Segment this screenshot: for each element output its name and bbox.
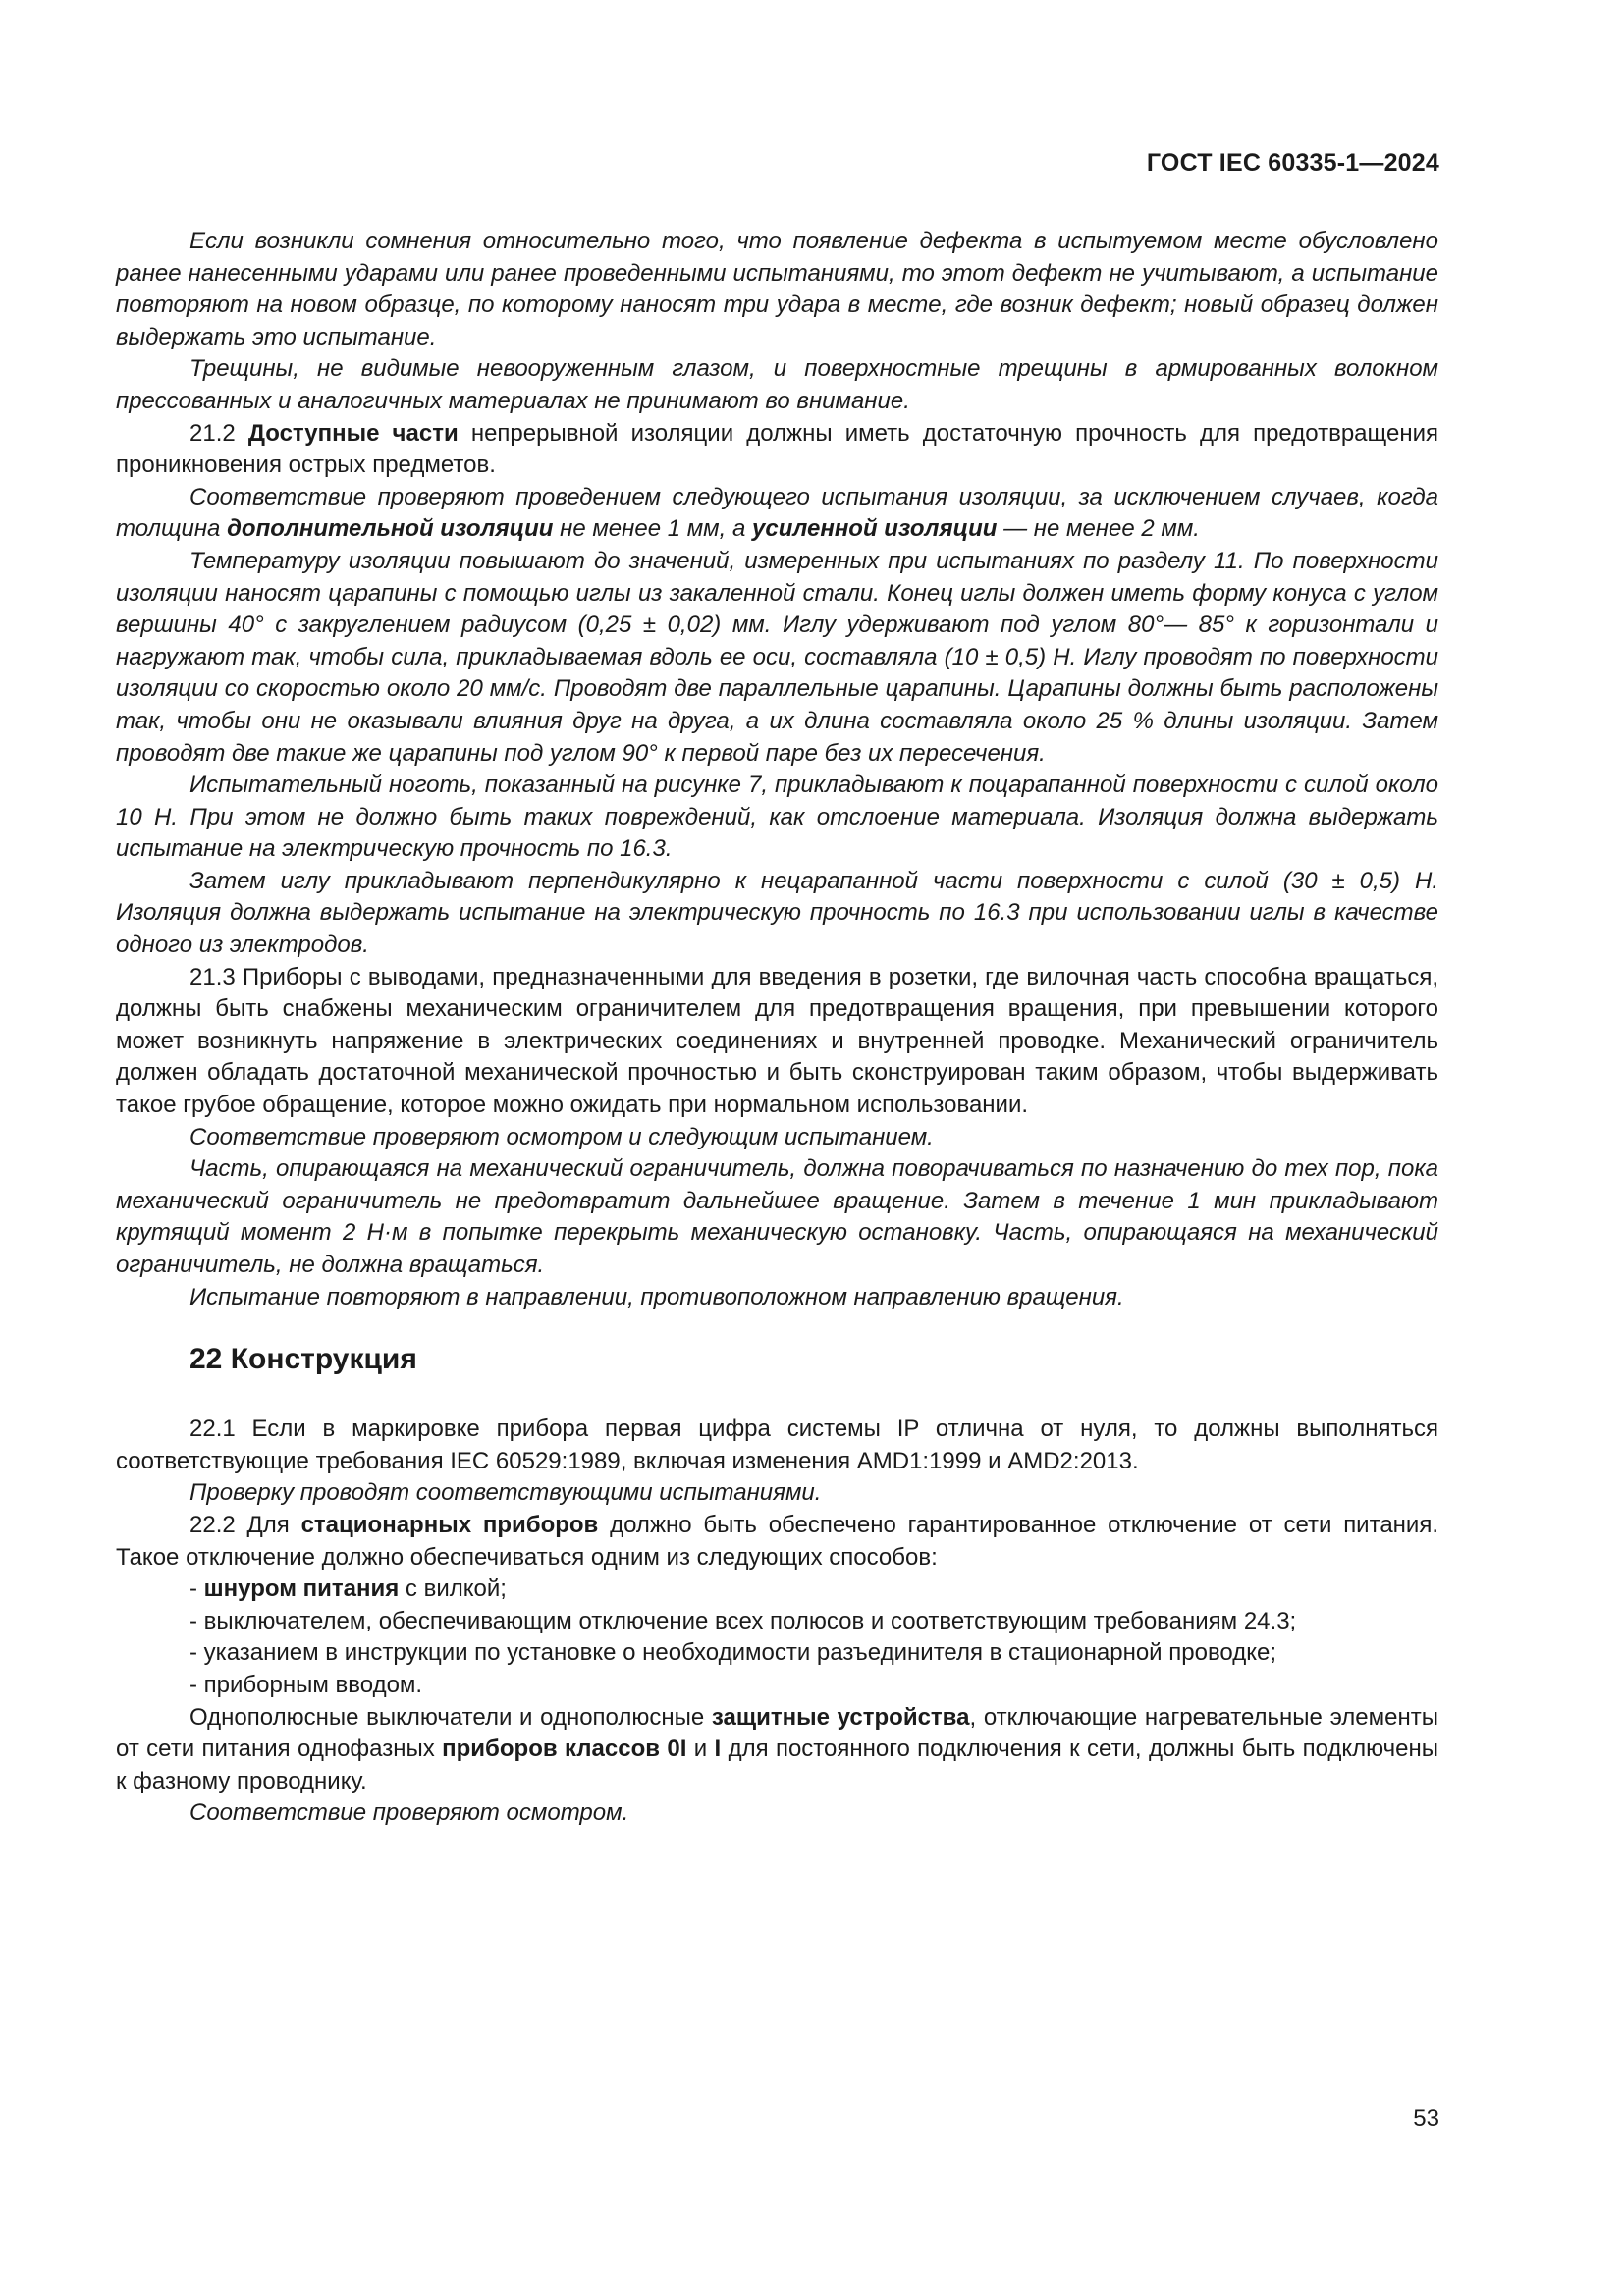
paragraph: Затем иглу прикладывают перпендикулярно к нецарапанной части поверхности с силой (30 ± 0,5) Н. Изоляция должна выдержать испытание на электрическую прочность по 16.3 при использовании иглы в качестве одного из электродов. bbox=[116, 867, 1438, 959]
list-item: - указанием в инструкции по установке о необходимости разъединителя в стационарной проводке; bbox=[189, 1639, 1277, 1667]
term-supplementary-insulation: дополнительной изоляции bbox=[227, 515, 554, 543]
term-reinforced-insulation: усиленной изоляции bbox=[752, 515, 998, 543]
text-run: — не менее 2 мм. bbox=[997, 515, 1200, 543]
clause-22-2 bbox=[116, 1510, 1438, 1574]
clause-21-2 bbox=[116, 418, 1438, 482]
text-run: и bbox=[686, 1735, 715, 1763]
clause-21-3: 21.3 Приборы с выводами, предназначенными для введения в розетки, где вилочная часть способна вращаться, должны быть снабжены механическим ограничителем для предотвращения вращения, при превышении которого может возникнуть напряжение в электрических соединениях и внутренней проводке. Механический ограничитель должен обладать достаточной механической прочностью и быть сконструирован таким образом, чтобы выдерживать такое грубое обращение, которое можно ожидать при нормальном использовании. bbox=[116, 963, 1438, 1119]
paragraph bbox=[116, 1702, 1438, 1798]
text-run: 22.2 Для bbox=[189, 1511, 301, 1538]
term-stationary-appliances: стационарных приборов bbox=[300, 1511, 599, 1538]
paragraph: Испытание повторяют в направлении, противоположном направлению вращения. bbox=[189, 1283, 1124, 1310]
text-run: должно быть обеспечено гарантированное отключение от сети питания. Такое отключение должно обеспечиваться одним из следующих способов: bbox=[116, 1511, 1438, 1571]
text-run: , отключающие нагревательные элементы от сети питания однофазных bbox=[116, 1703, 1438, 1763]
term-class-i: I bbox=[714, 1735, 722, 1763]
list-item: - приборным вводом. bbox=[189, 1671, 423, 1698]
text-run: Соответствие проверяют проведением следующего испытания изоляции, за исключением случаев, когда толщина bbox=[116, 483, 1438, 543]
document-body bbox=[116, 226, 1438, 1830]
paragraph: Трещины, не видимые невооруженным глазом, и поверхностные трещины в армированных волокном прессованных и аналогичных материалах не принимают во внимание. bbox=[116, 355, 1438, 414]
section-heading: 22 Конструкция bbox=[189, 1343, 417, 1376]
paragraph: Соответствие проверяют осмотром и следующим испытанием. bbox=[189, 1123, 934, 1150]
page-number: 53 bbox=[1413, 2106, 1439, 2132]
text-run: Однополюсные выключатели и однополюсные bbox=[189, 1703, 712, 1731]
term-accessible-parts: Доступные части bbox=[247, 419, 459, 447]
term-protective-devices: защитные устройства bbox=[711, 1703, 970, 1731]
clause-22-1: 22.1 Если в маркировке прибора первая цифра системы IP отлична от нуля, то должны выполняться соответствующие требования IEC 60529:1989, включая изменения AMD1:1999 и AMD2:2013. bbox=[116, 1415, 1438, 1474]
paragraph bbox=[116, 482, 1438, 546]
paragraph: Соответствие проверяют осмотром. bbox=[189, 1799, 629, 1827]
text-run: - bbox=[189, 1575, 204, 1603]
paragraph: Если возникли сомнения относительно того, что появление дефекта в испытуемом месте обусловлено ранее нанесенными ударами или ранее проведенными испытаниями, то этот дефект не учитывают, а испытание повторяют на новом образце, по которому наносят три удара в месте, где возник дефект; новый образец должен выдержать это испытание. bbox=[116, 228, 1438, 350]
text-run: не менее 1 мм, а bbox=[553, 515, 752, 543]
paragraph: Проверку проводят соответствующими испытаниями. bbox=[189, 1479, 822, 1507]
text-run: с вилкой; bbox=[399, 1575, 507, 1603]
text-run: для постоянного подключения к сети, должны быть подключены к фазному проводнику. bbox=[116, 1735, 1438, 1794]
document-header: ГОСТ IEC 60335-1—2024 bbox=[1146, 149, 1439, 177]
clause-number: 21.2 bbox=[189, 419, 248, 447]
clause-text: непрерывной изоляции должны иметь достаточную прочность для предотвращения проникновения острых предметов. bbox=[116, 419, 1438, 479]
paragraph: Испытательный ноготь, показанный на рисунке 7, прикладывают к поцарапанной поверхности с силой около 10 Н. При этом не должно быть таких повреждений, как отслоение материала. Изоляция должна выдержать испытание на электрическую прочность по 16.3. bbox=[116, 772, 1438, 863]
paragraph: Часть, опирающаяся на механический ограничитель, должна поворачиваться по назначению до тех пор, пока механический ограничитель не предотвратит дальнейшее вращение. Затем в течение 1 мин прикладывают крутящий момент 2 Н·м в попытке перекрыть механическую остановку. Часть, опирающаяся на механический ограничитель, не должна вращаться. bbox=[116, 1155, 1438, 1278]
paragraph: Температуру изоляции повышают до значений, измеренных при испытаниях по разделу 11. По поверхности изоляции наносят царапины с помощью иглы из закаленной стали. Конец иглы должен иметь форму конуса с углом вершины 40° с закруглением радиусом (0,25 ± 0,02) мм. Иглу удерживают под углом 80°— 85° к горизонтали и нагружают так, чтобы сила, прикладываемая вдоль ее оси, составляла (10 ± 0,5) Н. Иглу проводят по поверхности изоляции со скоростью около 20 мм/с. Проводят две параллельные царапины. Царапины должны быть расположены так, чтобы они не оказывали влияния друг на друга, а их длина составляла около 25 % длины изоляции. Затем проводят две такие же царапины под углом 90° к первой паре без их пересечения. bbox=[116, 547, 1438, 767]
term-supply-cord: шнуром питания bbox=[203, 1575, 400, 1603]
list-item: - выключателем, обеспечивающим отключение всех полюсов и соответствующим требованиям 24.3; bbox=[189, 1607, 1297, 1634]
list-item bbox=[116, 1574, 1438, 1606]
term-class-0i-appliances: приборов классов 0I bbox=[442, 1735, 687, 1763]
